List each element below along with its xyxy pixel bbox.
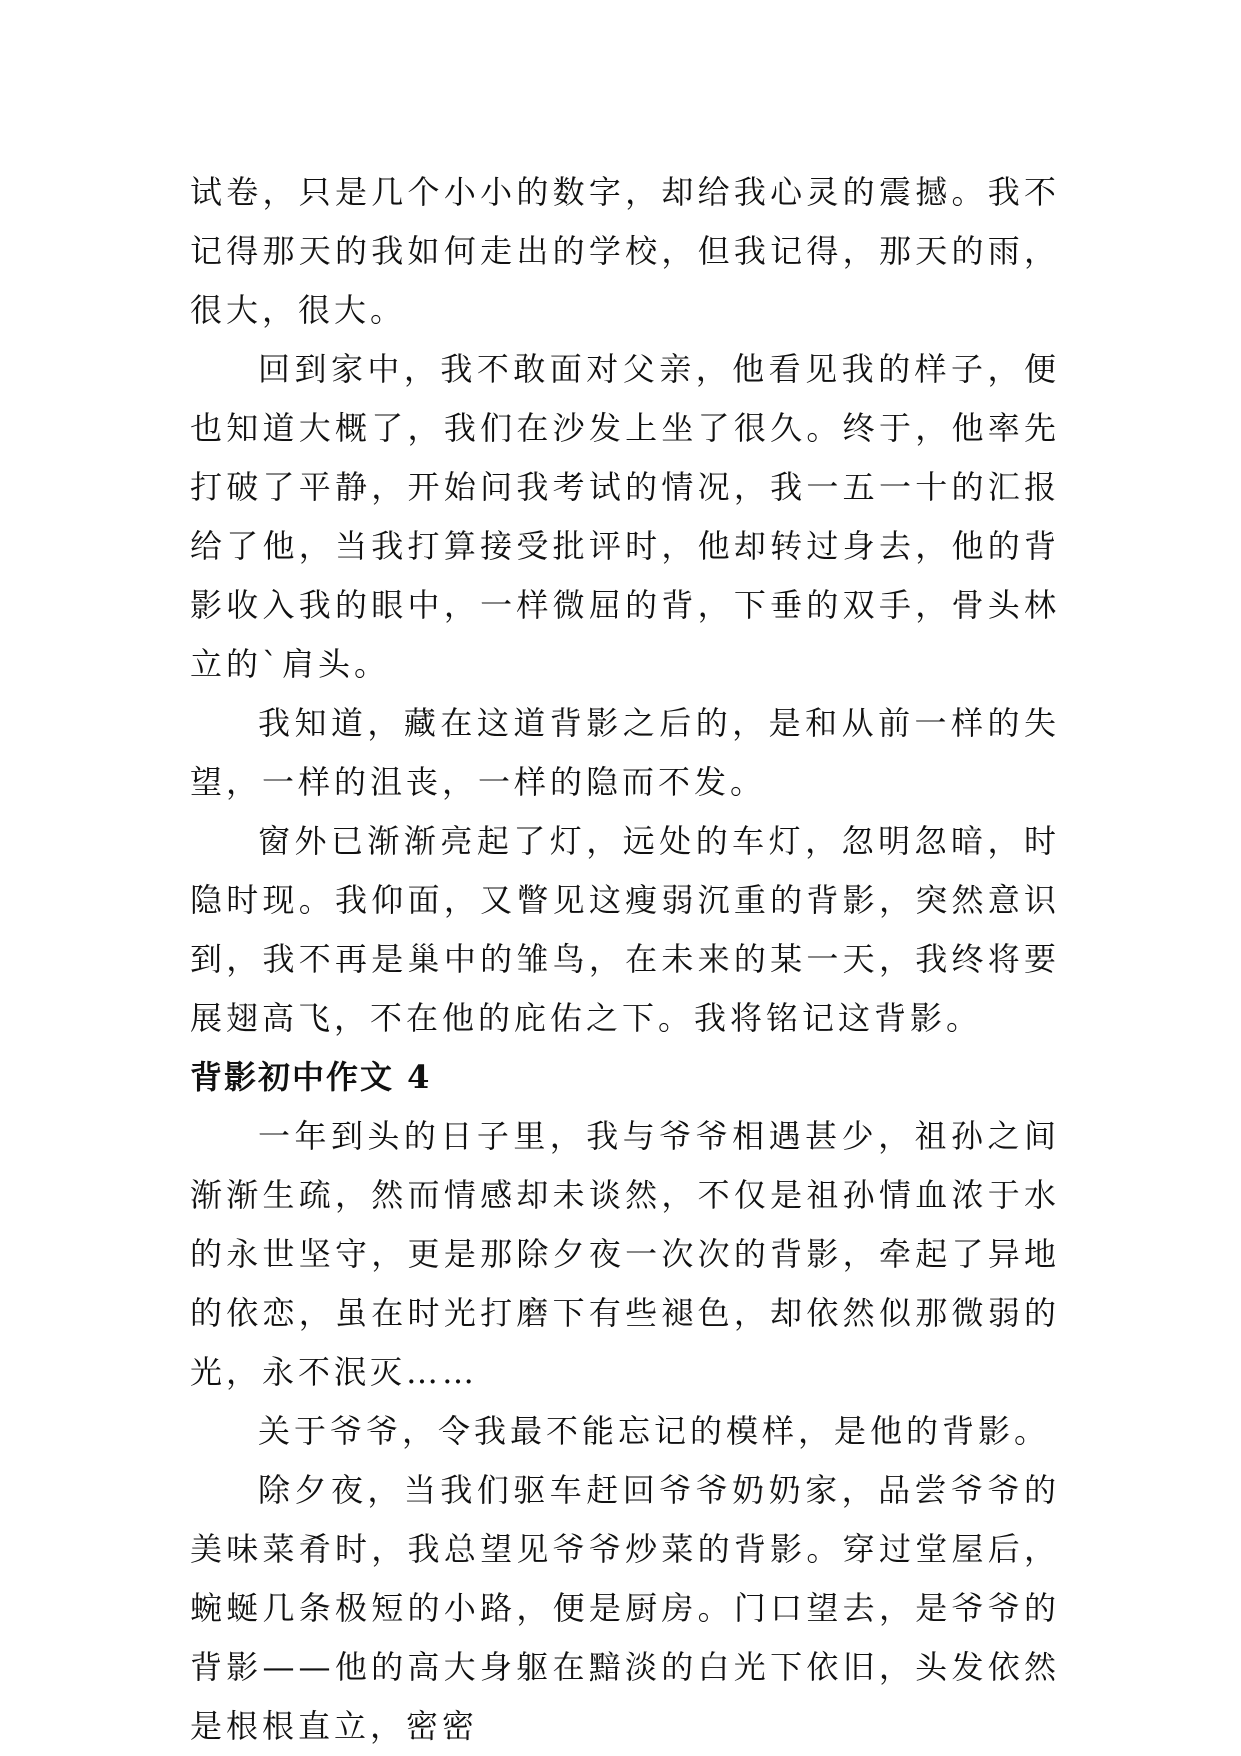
document-body (190, 163, 1060, 1756)
paragraph-cut-off: 除夕夜，当我们驱车赶回爷爷奶奶家，品尝爷爷的美味菜肴时，我总望见爷爷炒菜的背影。穿过堂屋后，蜿蜒几条极短的小路，便是厨房。门口望去，是爷爷的背影——他的高大身躯在黯淡的白光下依旧，头发依然是根根直立，密密 (190, 1471, 1060, 1745)
paragraph: 回到家中，我不敢面对父亲，他看见我的样子，便也知道大概了，我们在沙发上坐了很久。终于，他率先打破了平静，开始问我考试的情况，我一五一十的汇报给了他，当我打算接受批评时，他却转过身去，他的背影收入我的眼中，一样微屈的背，下垂的双手，骨头林立的`肩头。 (190, 350, 1060, 683)
paragraph: 我知道，藏在这道背影之后的，是和从前一样的失望，一样的沮丧，一样的隐而不发。 (190, 704, 1060, 801)
section-heading: 背影初中作文 4 (190, 1058, 432, 1096)
paragraph-continued: 试卷，只是几个小小的数字，却给我心灵的震撼。我不记得那天的我如何走出的学校，但我记得，那天的雨，很大，很大。 (190, 173, 1060, 329)
paragraph: 一年到头的日子里，我与爷爷相遇甚少，祖孙之间渐渐生疏，然而情感却未谈然，不仅是祖孙情血浓于水的永世坚守，更是那除夕夜一次次的背影，牵起了异地的依恋，虽在时光打磨下有些褪色，却依然似那微弱的光，永不泯灭…… (190, 1117, 1060, 1391)
paragraph: 关于爷爷，令我最不能忘记的模样，是他的背影。 (258, 1412, 1051, 1450)
paragraph: 窗外已渐渐亮起了灯，远处的车灯，忽明忽暗，时隐时现。我仰面，又瞥见这瘦弱沉重的背影，突然意识到，我不再是巢中的雏鸟，在未来的某一天，我终将要展翅高飞，不在他的庇佑之下。我将铭记这背影。 (190, 822, 1060, 1037)
